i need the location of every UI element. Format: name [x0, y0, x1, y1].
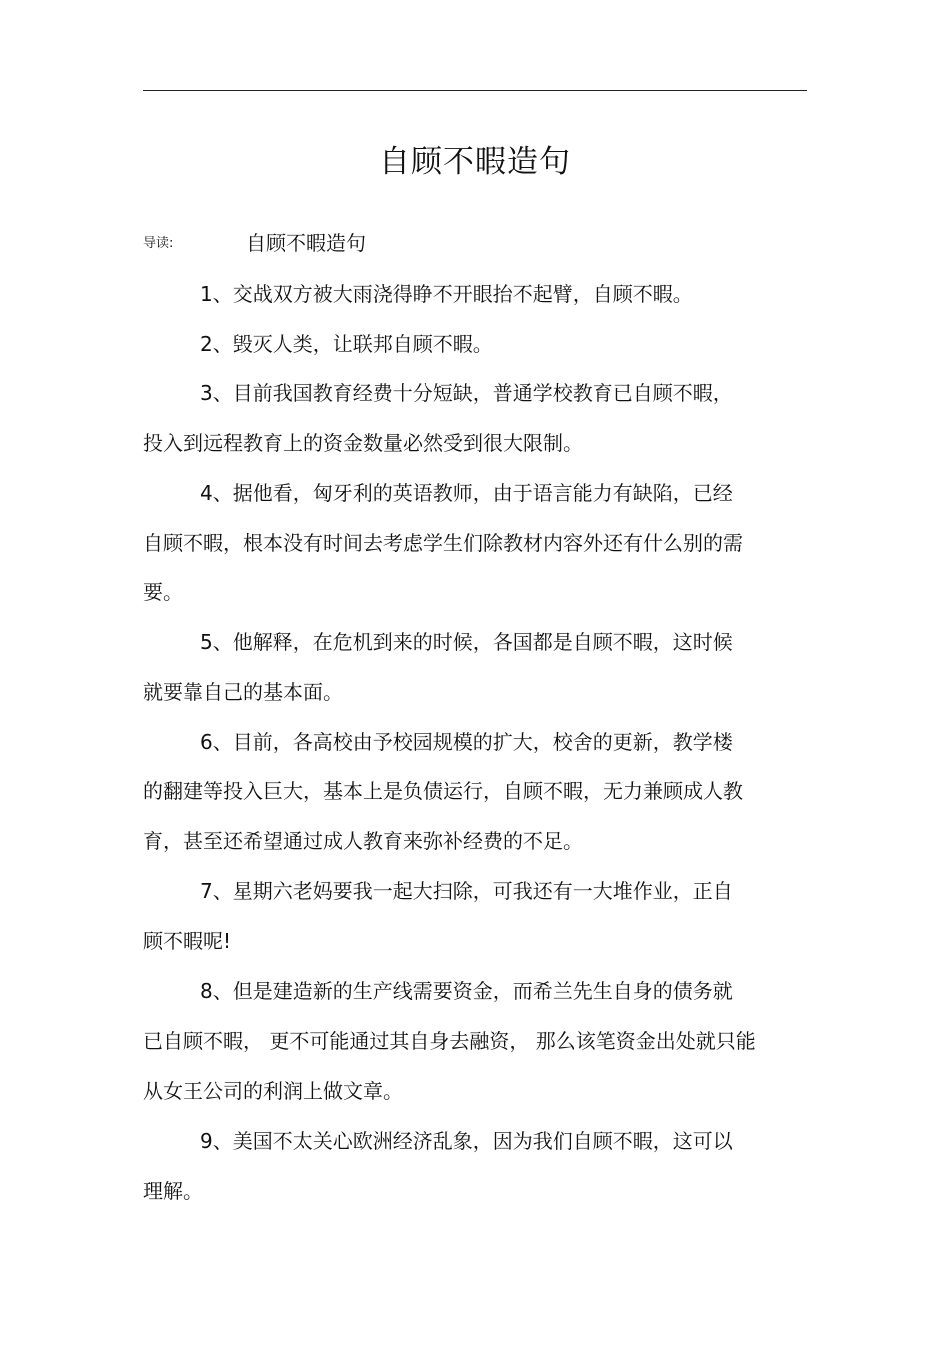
sentence-6-line-2: 的翻建等投入巨大，基本上是负债运行，自顾不暇，无力兼顾成人教 [143, 779, 743, 803]
sentence-2-line-1: 2、毁灭人类，让联邦自顾不暇。 [200, 332, 493, 356]
sentence-8-line-1: 8、但是建造新的生产线需要资金，而希兰先生自身的债务就 [200, 979, 733, 1003]
sentence-1-line-1: 1、交战双方被大雨浇得睁不开眼抬不起臂，自顾不暇。 [200, 282, 693, 306]
sentence-7-line-1: 7、星期六老妈要我一起大扫除，可我还有一大堆作业，正自 [200, 879, 733, 903]
sentence-5-line-2: 就要靠自己的基本面。 [143, 680, 343, 704]
sentence-9-line-1: 9、美国不太关心欧洲经济乱象，因为我们自顾不暇，这可以 [200, 1129, 733, 1153]
sentence-6-line-3: 育，甚至还希望通过成人教育来弥补经费的不足。 [143, 829, 583, 853]
sentence-9-line-2: 理解。 [143, 1179, 203, 1203]
sentence-4-line-1: 4、据他看，匈牙利的英语教师，由于语言能力有缺陷，已经 [200, 481, 733, 505]
sentence-4-line-2: 自顾不暇，根本没有时间去考虑学生们除教材内容外还有什么别的需 [143, 531, 743, 555]
sentence-8-line-3: 从女王公司的利润上做文章。 [143, 1079, 403, 1103]
sentence-5-line-1: 5、他解释，在危机到来的时候，各国都是自顾不暇，这时候 [200, 630, 733, 654]
sentence-6-line-1: 6、目前，各高校由予校园规模的扩大，校舍的更新，教学楼 [200, 730, 733, 754]
intro-label: 导读: [143, 236, 174, 251]
document-title: 自顾不暇造句 [379, 144, 571, 180]
sentence-3-line-1: 3、目前我国教育经费十分短缺，普通学校教育已自顾不暇， [200, 381, 733, 405]
header-rule [143, 90, 807, 91]
sentence-7-line-2: 顾不暇呢! [143, 929, 232, 953]
sentence-8-line-2: 已自顾不暇， 更不可能通过其自身去融资， 那么该笔资金出处就只能 [143, 1029, 756, 1053]
intro-text: 自顾不暇造句 [246, 231, 366, 255]
sentence-3-line-2: 投入到远程教育上的资金数量必然受到很大限制。 [143, 431, 583, 455]
sentence-4-line-3: 要。 [143, 580, 183, 604]
